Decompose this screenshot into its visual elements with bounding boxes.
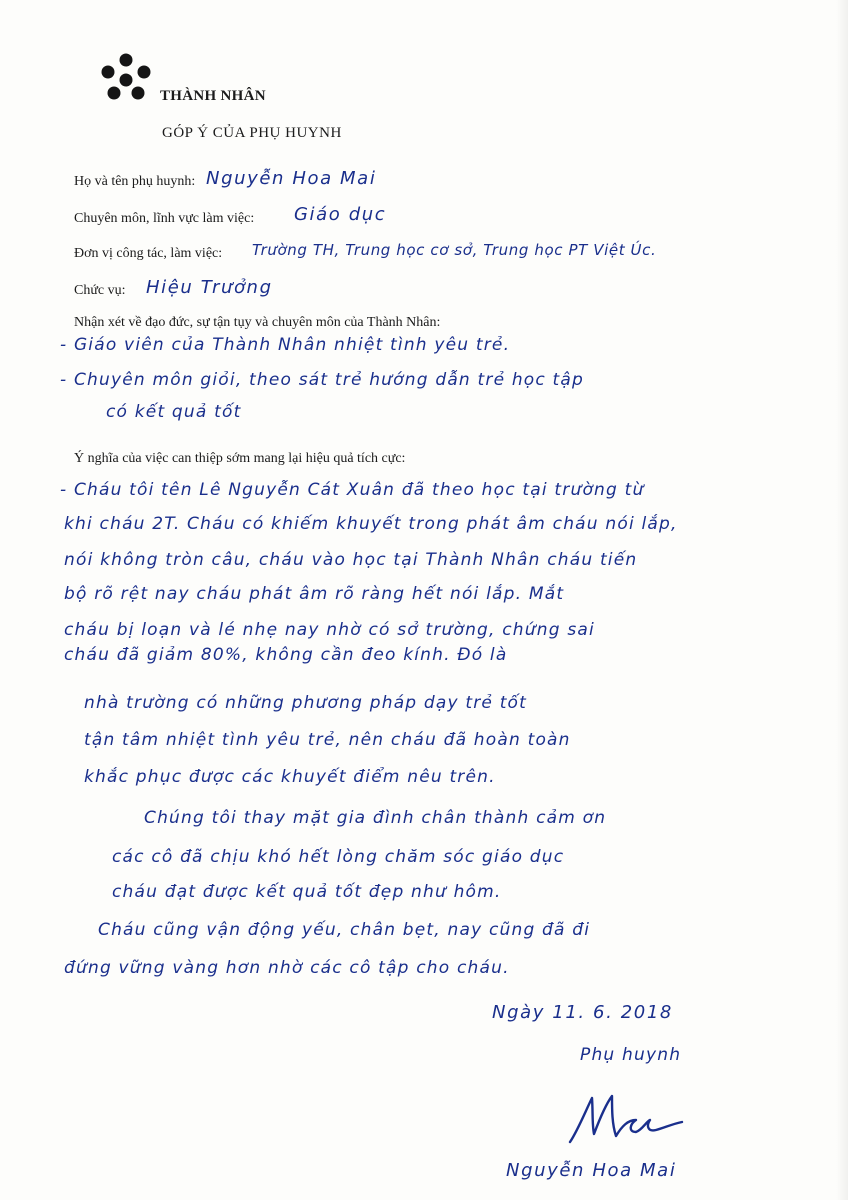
impact-line: đứng vững vàng hơn nhờ các cô tập cho cháu.: [64, 958, 510, 978]
impact-line: tận tâm nhiệt tình yêu trẻ, nên cháu đã hoàn toàn: [84, 730, 571, 750]
profession-value: Giáo dục: [294, 204, 387, 225]
assessment-line: - Giáo viên của Thành Nhân nhiệt tình yêu trẻ.: [60, 335, 511, 355]
flower-logo-icon: [96, 50, 156, 106]
signature-mark: [566, 1090, 686, 1150]
assessment-line: có kết quả tốt: [106, 402, 242, 422]
impact-label: Ý nghĩa của việc can thiệp sớm mang lại hiệu quả tích cực:: [74, 451, 406, 466]
impact-line: cháu bị loạn và lé nhẹ nay nhờ có sở trường, chứng sai: [64, 620, 595, 640]
impact-line: nói không tròn câu, cháu vào học tại Thành Nhân cháu tiến: [64, 550, 638, 570]
impact-line: khắc phục được các khuyết điểm nêu trên.: [84, 767, 496, 787]
impact-line: các cô đã chịu khó hết lòng chăm sóc giáo dục: [112, 847, 565, 867]
signer-role: Phụ huynh: [580, 1045, 682, 1065]
workplace-label: Đơn vị công tác, làm việc:: [74, 246, 223, 261]
workplace-value: Trường TH, Trung học cơ sở, Trung học PT Việt Úc.: [252, 241, 657, 259]
impact-line: Cháu cũng vận động yếu, chân bẹt, nay cũng đã đi: [98, 920, 591, 940]
impact-line: nhà trường có những phương pháp dạy trẻ tốt: [84, 693, 528, 713]
form-title: GÓP Ý CỦA PHỤ HUYNH: [162, 125, 342, 141]
signing-date: Ngày 11. 6. 2018: [492, 1002, 673, 1023]
position-label: Chức vụ:: [74, 283, 126, 298]
impact-line: khi cháu 2T. Cháu có khiếm khuyết trong phát âm cháu nói lắp,: [64, 514, 678, 534]
paper-edge-shadow: [836, 0, 848, 1200]
parent-name-value: Nguyễn Hoa Mai: [206, 168, 377, 189]
brand-name: THÀNH NHÂN: [160, 88, 266, 104]
signer-name: Nguyễn Hoa Mai: [506, 1160, 677, 1181]
assessment-label: Nhận xét về đạo đức, sự tận tụy và chuyên môn của Thành Nhân:: [74, 315, 441, 330]
impact-line: cháu đạt được kết quả tốt đẹp như hôm.: [112, 882, 502, 902]
position-value: Hiệu Trưởng: [146, 277, 273, 298]
impact-line: bộ rõ rệt nay cháu phát âm rõ ràng hết nói lắp. Mắt: [64, 584, 565, 604]
profession-label: Chuyên môn, lĩnh vực làm việc:: [74, 211, 255, 226]
parent-name-label: Họ và tên phụ huynh:: [74, 174, 196, 189]
impact-line: Chúng tôi thay mặt gia đình chân thành cảm ơn: [144, 808, 607, 828]
impact-line: - Cháu tôi tên Lê Nguyễn Cát Xuân đã theo học tại trường từ: [60, 480, 645, 500]
impact-line: cháu đã giảm 80%, không cần đeo kính. Đó là: [64, 645, 508, 665]
assessment-line: - Chuyên môn giỏi, theo sát trẻ hướng dẫn trẻ học tập: [60, 370, 585, 390]
